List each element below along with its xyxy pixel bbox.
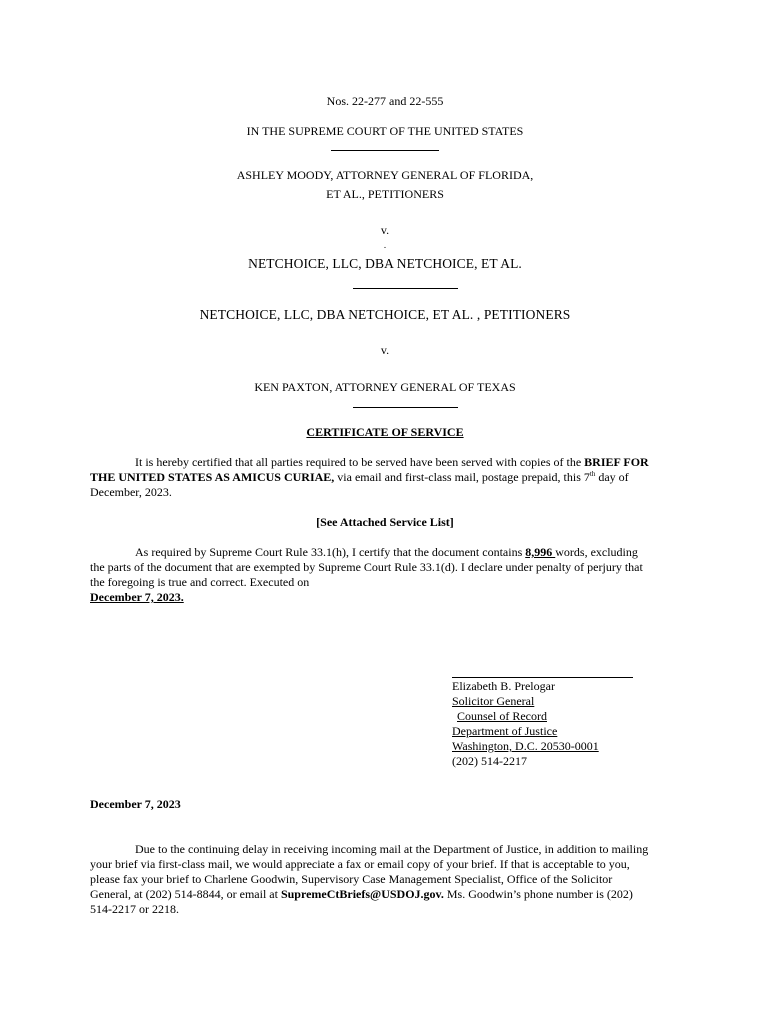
signatory-phone: (202) 514-2217 <box>452 754 527 768</box>
brief-title-part1: BRIEF FOR <box>584 455 649 469</box>
contact-email[interactable]: SupremeCtBriefs@USDOJ.gov. <box>280 887 444 901</box>
para1-mid: via email and first-class mail, postage prepaid, this 7 <box>334 470 590 484</box>
para1-line3: December, 2023. <box>90 485 172 499</box>
certification-paragraph <box>90 455 680 500</box>
signatory-department: Department of Justice <box>452 724 558 738</box>
versus-1: v. <box>380 223 390 237</box>
case2-respondent: KEN PAXTON, ATTORNEY GENERAL OF TEXAS <box>254 380 516 394</box>
caption-dot: . <box>383 240 387 250</box>
signature-line <box>452 677 633 678</box>
caption-divider-2 <box>353 288 458 289</box>
para2-line3: the foregoing is true and correct. Executed on <box>90 575 310 589</box>
case2-petitioner: NETCHOICE, LLC, DBA NETCHOICE, ET AL. , PETITIONERS <box>199 307 571 322</box>
para2-lead: As required by Supreme Court Rule 33.1(h), I certify that the document contains <box>135 545 526 559</box>
note-line5: 514-2217 or 2218. <box>90 902 179 916</box>
caption-divider-3 <box>353 407 458 408</box>
versus-2: v. <box>380 343 390 357</box>
docket-number: Nos. 22-277 and 22-555 <box>326 94 444 108</box>
footer-date: December 7, 2023 <box>90 797 181 811</box>
signatory-address: Washington, D.C. 20530-0001 <box>452 739 599 753</box>
executed-date: December 7, 2023. <box>90 590 184 604</box>
note-line1: Due to the continuing delay in receiving incoming mail at the Department of Justice, in addition to mailing <box>135 842 649 856</box>
note-line2: your brief via first-class mail, we would appreciate a fax or email copy of your brief. If that is acceptable to you, <box>90 857 630 871</box>
case1-petitioner-line2: ET AL., PETITIONERS <box>326 187 444 201</box>
signatory-name: Elizabeth B. Prelogar <box>452 679 555 693</box>
signatory-role: Counsel of Record <box>457 709 547 723</box>
para2-line2: the parts of the document that are exempted by Supreme Court Rule 33.1(d). I declare under penalty of perjury that <box>90 560 643 574</box>
court-name: IN THE SUPREME COURT OF THE UNITED STATES <box>246 124 524 138</box>
note-line4-lead: General, at (202) 514-8844, or email at <box>90 887 281 901</box>
ordinal-suffix: th <box>589 470 596 478</box>
para2-tail: words, excluding <box>555 545 638 559</box>
caption-divider-1 <box>331 150 439 151</box>
word-count-paragraph <box>90 545 680 605</box>
note-line3: please fax your brief to Charlene Goodwin, Supervisory Case Management Specialist, Office of the Solicitor <box>90 872 613 886</box>
mail-delay-note <box>90 842 680 917</box>
para1-tail: day of <box>595 470 629 484</box>
case1-respondent: NETCHOICE, LLC, DBA NETCHOICE, ET AL. <box>248 256 522 271</box>
word-count: 8,996 <box>525 545 556 559</box>
certificate-title: CERTIFICATE OF SERVICE <box>306 425 464 439</box>
para1-lead: It is hereby certified that all parties required to be served have been served with copies of the <box>135 455 585 469</box>
brief-title-part2: THE UNITED STATES AS AMICUS CURIAE, <box>90 470 335 484</box>
signatory-title: Solicitor General <box>452 694 535 708</box>
case1-petitioner-line1: ASHLEY MOODY, ATTORNEY GENERAL OF FLORIDA, <box>236 168 534 182</box>
note-line4-tail: Ms. Goodwin’s phone number is (202) <box>443 887 633 901</box>
service-list-note: [See Attached Service List] <box>316 515 454 529</box>
signatory-block <box>452 679 599 769</box>
